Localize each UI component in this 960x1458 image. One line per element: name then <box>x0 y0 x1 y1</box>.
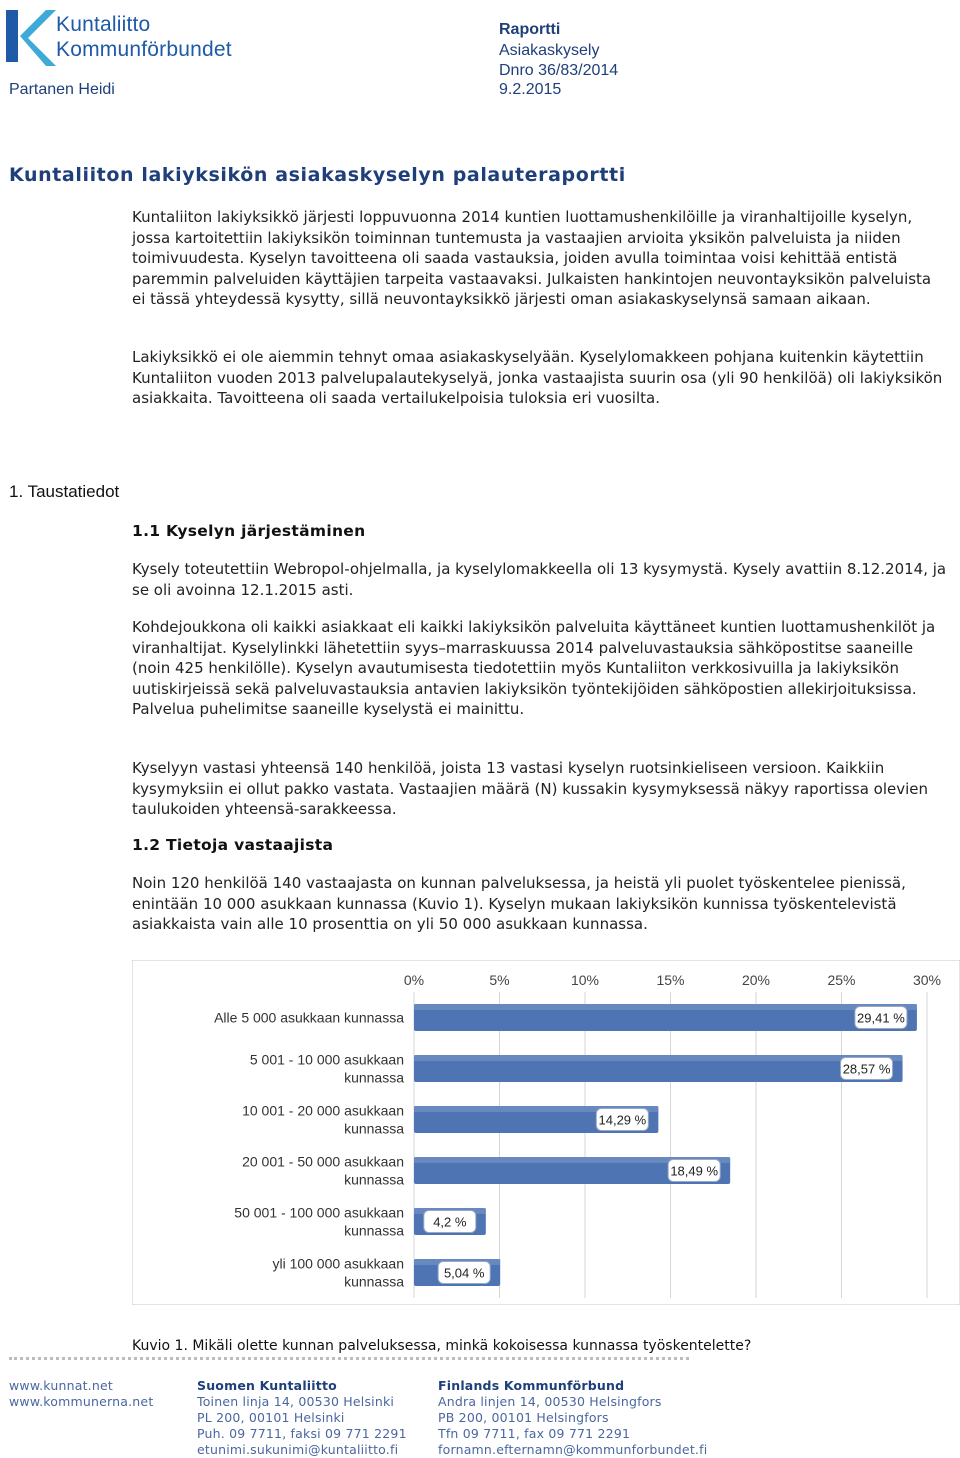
footer-fi-name: Suomen Kuntaliitto <box>197 1378 337 1393</box>
logo-line-1: Kuntaliitto <box>56 13 151 36</box>
category-label: Alle 5 000 asukkaan kunnassa <box>214 1009 404 1026</box>
tick-label: 20% <box>741 972 771 988</box>
footer-web <box>9 1378 153 1410</box>
tick-label: 0% <box>403 972 425 988</box>
footer-sv-email: fornamn.efternamn@kommunforbundet.fi <box>438 1442 708 1457</box>
footer-fi-phone: Puh. 09 7711, faksi 09 771 2291 <box>197 1426 407 1441</box>
date: 9.2.2015 <box>499 81 562 98</box>
tick-label: 10% <box>570 972 600 988</box>
footer-sv-address-2: PB 200, 00101 Helsingfors <box>438 1410 609 1425</box>
tick-label: 25% <box>827 972 856 988</box>
report-title: Kuntaliiton lakiyksikön asiakaskyselyn palauteraportti <box>9 164 626 186</box>
footer-swedish-contact <box>438 1378 707 1458</box>
municipality-size-chart <box>132 960 960 1305</box>
intro-paragraph-2: Lakiyksikkö ei ole aiemmin tehnyt omaa asiakaskyselyään. Kyselylomakkeen pohjana kuitenkin käytettiin Kuntaliiton vuoden 2013 palvelupalautekyselyä, jonka vastaajista suurin osa (yli 90 henkilöä) oli lakiyksikön asiakkaita. Tavoitteena oli saada vertailukelpoisia tuloksia eri vuosilta. <box>132 348 943 407</box>
category-label: 20 001 - 50 000 asukkaan kunnassa <box>242 1153 404 1188</box>
figure-caption: Kuvio 1. Mikäli olette kunnan palveluksessa, minkä kokoisessa kunnassa työskentelette? <box>132 1338 752 1354</box>
logo-wordmark <box>56 12 232 62</box>
footer-link-kunnat[interactable]: www.kunnat.net <box>9 1378 113 1393</box>
value-label: 4,2 % <box>433 1214 467 1230</box>
footer-fi-address-1: Toinen linja 14, 00530 Helsinki <box>197 1394 395 1409</box>
footer-sv-address-1: Andra linjen 14, 00530 Helsingfors <box>438 1394 662 1409</box>
doc-number: Dnro 36/83/2014 <box>499 62 619 79</box>
footer-sv-name: Finlands Kommunförbund <box>438 1378 625 1393</box>
author: Partanen Heidi <box>9 81 115 98</box>
footer-divider <box>9 1357 689 1360</box>
tick-label: 5% <box>489 972 510 988</box>
section-heading: 1. Taustatiedot <box>9 482 120 501</box>
bar-highlight <box>414 1004 917 1010</box>
paragraph-1-2-a: Noin 120 henkilöä 140 vastaajasta on kunnan palveluksessa, ja heistä yli puolet työskentelee pienissä, enintään 10 000 asukkaan kunnassa (Kuvio 1). Kyselyn mukaan lakiyksikön kunnissa työskentelevistä asiakkaista vain alle 10 prosenttia on yli 50 000 asukkaan kunnassa. <box>132 874 906 933</box>
value-label: 29,41 % <box>857 1010 905 1026</box>
doc-type: Raportti <box>499 21 561 38</box>
footer-sv-phone: Tfn 09 7711, fax 09 771 2291 <box>438 1426 631 1441</box>
footer-fi-address-2: PL 200, 00101 Helsinki <box>197 1410 345 1425</box>
footer-finnish-contact <box>197 1378 407 1458</box>
doc-subtitle: Asiakaskysely <box>499 41 600 59</box>
category-label: 5 001 - 10 000 asukkaan kunnassa <box>249 1051 404 1086</box>
paragraph-1-1-a: Kysely toteutettiin Webropol-ohjelmalla, ja kyselylomakkeella oli 13 kysymystä. Kysely avattiin 8.12.2014, ja se oli avoinna 12.1.2015 asti. <box>132 560 947 599</box>
category-label: 10 001 - 20 000 asukkaan kunnassa <box>242 1102 404 1137</box>
footer-fi-email: etunimi.sukunimi@kuntaliitto.fi <box>197 1442 399 1457</box>
subsection-heading-1-2: 1.2 Tietoja vastaajista <box>132 836 334 854</box>
subsection-heading-1-1: 1.1 Kyselyn järjestäminen <box>132 522 366 540</box>
logo-mark-light <box>20 10 56 66</box>
category-label: 50 001 - 100 000 asukkaan kunnassa <box>234 1204 404 1239</box>
value-label: 14,29 % <box>598 1112 647 1128</box>
footer-link-kommunerna[interactable]: www.kommunerna.net <box>9 1394 154 1409</box>
document-meta <box>499 20 618 82</box>
bar-highlight <box>414 1055 903 1061</box>
category-label: yli 100 000 asukkaan kunnassa <box>272 1255 404 1290</box>
logo-line-2: Kommunförbundet <box>56 38 232 61</box>
value-label: 28,57 % <box>842 1061 891 1077</box>
tick-label: 15% <box>656 972 685 988</box>
intro-paragraph-1: Kuntaliiton lakiyksikkö järjesti loppuvuonna 2014 kuntien luottamushenkilöille ja viranhaltijoille kyselyn, jossa kartoitettiin lakiyksikön toiminnan tuntemusta ja vastaajien arvioita yksikön palveluista ja niiden toimivuudesta. Kyselyn tavoitteena oli saada vastauksia, joiden avulla toimintaa voisi kehittää entistä paremmin palveluiden käyttäjien tarpeita vastaavaksi. Julkaisten hankintojen neuvontayksikön palveluista ei tässä yhteydessä kysytty, sillä neuvontayksikkö järjesti oman asiakaskyselynsä samaan aikaan. <box>132 208 932 308</box>
paragraph-1-1-c: Kyselyyn vastasi yhteensä 140 henkilöä, joista 13 vastasi kyselyn ruotsinkieliseen versioon. Kaikkiin kysymyksiin ei ollut pakko vastata. Vastaajien määrä (N) kussakin kysymyksessä näkyy raportissa olevien taulukoiden yhteensä-sarakkeessa. <box>132 759 929 818</box>
paragraph-1-1-b: Kohdejoukkona oli kaikki asiakkaat eli kaikki lakiyksikön palveluita käyttäneet kuntien luottamushenkilöt ja viranhaltijat. Kyselylinkki lähetettiin syys–marraskuussa 2014 palveluvastauksia sähköpostitse saaneille (noin 425 henkilölle). Kyselyn avautumisesta tiedotettiin myös Kuntaliiton verkkosivuilla ja lakiyksikön uutiskirjeissä sekä palveluvastauksia antavien lakiyksikön työntekijöiden sähköpostien allekirjoituksissa. Palvelua puhelimitse saaneille kyselystä ei mainittu. <box>132 618 936 718</box>
value-label: 18,49 % <box>670 1163 719 1179</box>
value-label: 5,04 % <box>443 1265 485 1281</box>
tick-label: 30% <box>912 972 942 988</box>
logo-mark-dark <box>6 10 18 62</box>
